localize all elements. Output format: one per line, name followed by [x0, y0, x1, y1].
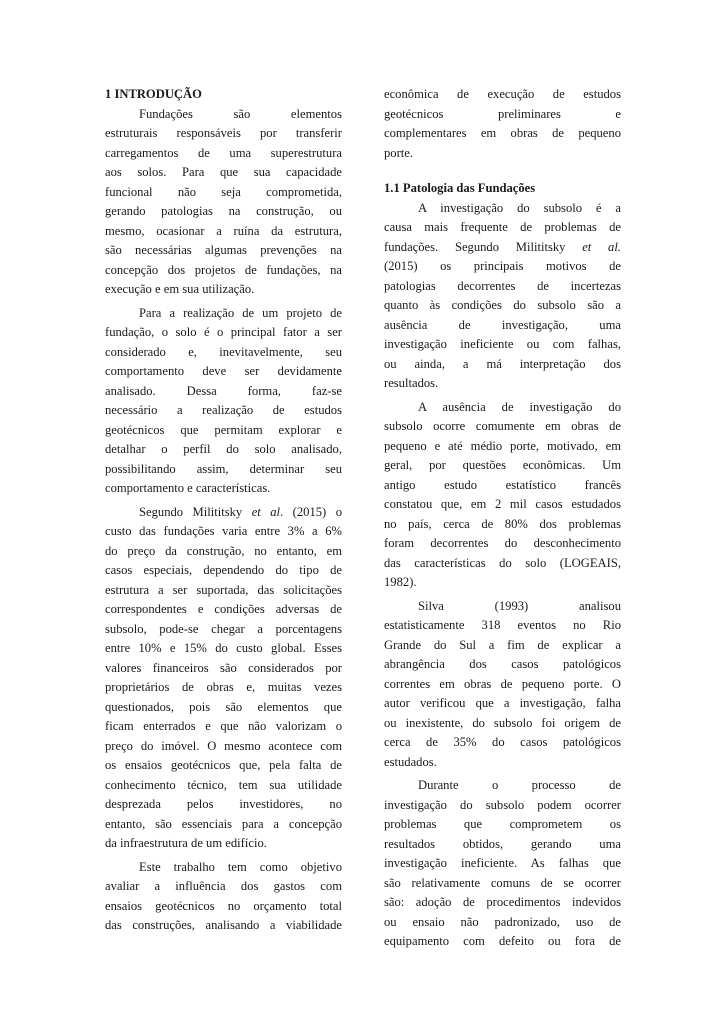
text-line: Durante o processo de: [418, 778, 621, 792]
text-line: são necessárias algumas prevenções na: [105, 243, 342, 257]
text-line: avaliar a influência dos gastos com: [105, 879, 342, 893]
text-line: conhecimento técnico, tem sua utilidade: [105, 777, 342, 792]
text-line: carregamentos de uma superestrutura: [105, 145, 342, 160]
paragraph-8: [384, 776, 621, 952]
text-line: mesmo, ocasionar a ruína da estrutura,: [105, 223, 342, 238]
text-line: geotécnicos preliminares e: [384, 106, 621, 121]
text-line: preço do imóvel. O mesmo acontece com: [105, 738, 342, 753]
text-line: geral, por questões econômicas. Um: [384, 458, 621, 472]
paragraph-7: [384, 597, 621, 773]
text-line: subsolo ocorre comumente em obras de: [384, 419, 621, 433]
text-line: ficam enterrados e que não valorizam o: [105, 719, 342, 733]
text-line: porte.: [384, 145, 414, 160]
text-line: são relativamente comuns de se ocorrer: [384, 875, 621, 890]
text-line: patologias decorrentes de incertezas: [384, 278, 621, 293]
text-line: antigo estudo estatístico francês: [384, 477, 621, 492]
right-column: [384, 85, 621, 952]
text-line: 1982).: [384, 575, 417, 589]
text-line: comportamento deve ser devidamente: [105, 364, 342, 378]
text-line: Fundações são elementos: [139, 106, 342, 121]
text-line: os ensaios geotécnicos que, pela falta de: [105, 758, 342, 772]
paragraph-1: [105, 105, 342, 300]
text-line: estudados.: [384, 754, 437, 769]
italic-et-al-2: et al.: [582, 239, 621, 254]
text-line: fundação, o solo é o principal fator a ser: [105, 325, 342, 339]
text-line: necessário a realização de estudos: [105, 403, 342, 417]
text-line: equipamento com defeito ou fora de: [384, 934, 621, 948]
text-line: econômica de execução de estudos: [384, 87, 621, 101]
text-line: Silva (1993) analisou: [418, 598, 621, 613]
text-line: Para a realização de um projeto de: [139, 305, 342, 320]
text-line: da infraestrutura de um edifício.: [105, 836, 267, 850]
text-line: estrutura a ser suportada, das solicitações: [105, 582, 342, 597]
text-line: correntes em obras de pequeno porte. O: [384, 676, 621, 691]
paragraph-3-body: [105, 522, 342, 854]
text-line: ou ensaio não padronizado, uso de: [384, 914, 621, 929]
text-line: complementares em obras de pequeno: [384, 126, 621, 140]
text-line: do preço da construção, no entanto, em: [105, 543, 342, 558]
text-line: entanto, são essenciais para a concepção: [105, 816, 342, 831]
text-line: detalhar o perfil do solo analisado,: [105, 442, 342, 456]
text-line: execução e em sua utilização.: [105, 282, 255, 296]
text-line: causa mais frequente de problemas de: [384, 220, 621, 234]
text-line: ausência de investigação, uma: [384, 317, 621, 332]
text-line: proprietários de obras e, muitas vezes: [105, 680, 342, 694]
text-line: entre 10% e 15% do custo global. Esses: [105, 641, 342, 655]
paragraph-2: [105, 304, 342, 499]
text-line: foram decorrentes do desconhecimento: [384, 536, 621, 550]
paragraph-5: [384, 199, 621, 394]
paragraph-5-body: [384, 257, 621, 394]
text-line: pequeno e até médio porte, motivado, em: [384, 438, 621, 453]
text-line: custo das fundações varia entre 3% a 6%: [105, 524, 342, 538]
paragraph-3-first-line: Segundo Milititsky et al. (2015) o: [139, 504, 342, 519]
text-line: Este trabalho tem como objetivo: [139, 859, 342, 874]
text-line: no país, cerca de 80% dos problemas: [384, 516, 621, 531]
text-line: concepção dos projetos de fundações, na: [105, 262, 342, 277]
italic-et-al: et al: [251, 504, 281, 519]
text-line: ou ainda, a má interpretação dos: [384, 356, 621, 371]
text-line: resultados obtidos, gerando uma: [384, 836, 621, 851]
text-line: investigação do subsolo podem ocorrer: [384, 797, 621, 812]
text-line: constatou que, em 2 mil casos estudados: [384, 497, 621, 511]
continuation-paragraph: [384, 85, 621, 163]
paragraph-5-citation-line: fundações. Segundo Milititsky et al.: [384, 239, 621, 254]
text-line: comportamento e características.: [105, 481, 271, 495]
text-line: cerca de 35% do casos patológicos: [384, 735, 621, 749]
text-line: gerando patologias na construção, ou: [105, 204, 342, 218]
text-line: questionados, pois são elementos que: [105, 699, 342, 714]
text-line: resultados.: [384, 376, 439, 390]
text-line: estatisticamente 318 eventos no Rio: [384, 618, 621, 632]
section-heading-introducao: 1 INTRODUÇÃO: [105, 87, 202, 101]
text-line: desprezada pelos investidores, no: [105, 797, 342, 811]
paragraph-6: [384, 398, 621, 593]
text-line: quanto às condições do subsolo são a: [384, 298, 621, 312]
text-line: das construções, analisando a viabilidade: [105, 918, 342, 932]
text-line: investigação ineficiente. As falhas que: [384, 856, 621, 870]
text-line: estruturais responsáveis por transferir: [105, 126, 342, 140]
text-line: valores financeiros são considerados por: [105, 660, 342, 675]
paragraph-5-start: [384, 199, 621, 238]
text-line: A ausência de investigação do: [418, 399, 621, 414]
text-line: possibilitando assim, determinar seu: [105, 461, 342, 476]
text-line: aos solos. Para que sua capacidade: [105, 165, 342, 179]
left-column: [105, 85, 342, 936]
text-line: Grande do Sul a fim de explicar a: [384, 637, 621, 652]
text-line: subsolo, pode-se chegar a porcentagens: [105, 621, 342, 636]
text-line: geotécnicos que permitam explorar e: [105, 422, 342, 437]
text-line: são: adoção de procedimentos indevidos: [384, 895, 621, 909]
text-line: autor verificou que a investigação, falha: [384, 696, 621, 710]
text-line: correspondentes e condições adversas de: [105, 602, 342, 616]
text-line: (2015) os principais motivos de: [384, 259, 621, 273]
text-line: das características do solo (LOGEAIS,: [384, 555, 621, 570]
text-line: investigação ineficiente ou com falhas,: [384, 337, 621, 351]
paragraph-4: [105, 858, 342, 936]
text-line: A investigação do subsolo é a: [418, 200, 621, 215]
text-line: casos especiais, dependendo do tipo de: [105, 563, 342, 577]
text-line: ou inexistente, do subsolo foi origem de: [384, 715, 621, 730]
text-line: abrangência dos casos patológicos: [384, 657, 621, 671]
text-line: considerado e, inevitavelmente, seu: [105, 344, 342, 359]
text-line: analisado. Dessa forma, faz-se: [105, 383, 342, 398]
text-line: problemas que comprometem os: [384, 817, 621, 831]
text-line: funcional não seja comprometida,: [105, 184, 342, 199]
section-heading-patologia: 1.1 Patologia das Fundações: [384, 181, 536, 195]
paragraph-3: [105, 503, 342, 854]
text-line: ensaios geotécnicos no orçamento total: [105, 898, 342, 913]
